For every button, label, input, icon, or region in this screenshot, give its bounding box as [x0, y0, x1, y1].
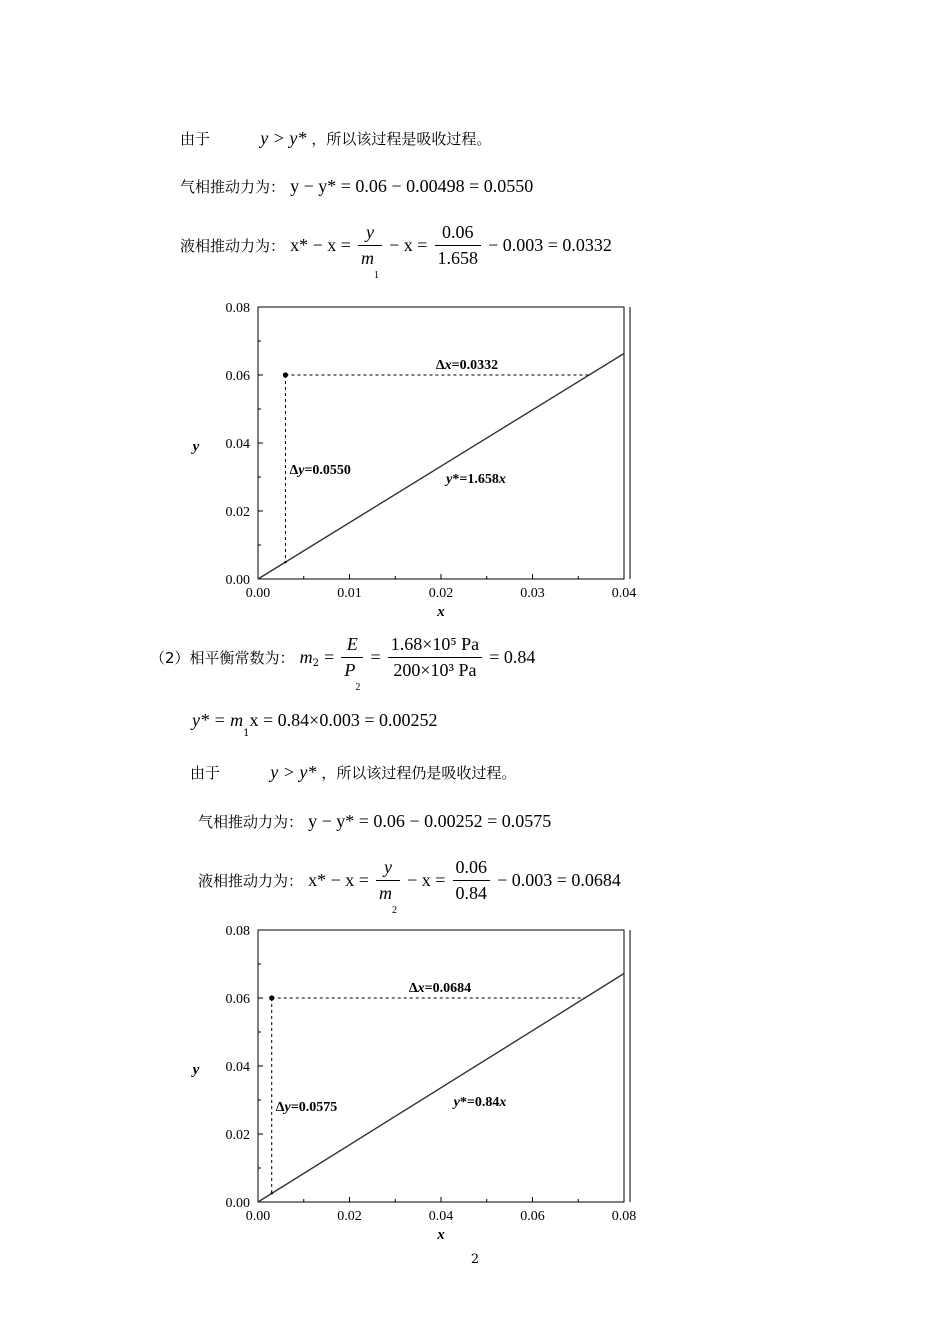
p2-m-lhs: m	[299, 647, 313, 667]
p1-gas-label: 气相推动力为：	[180, 178, 286, 196]
p2-gas-label: 气相推动力为：	[198, 813, 304, 831]
p1-liq-frac1	[358, 222, 382, 281]
line-label: y*=0.84x	[453, 1095, 507, 1110]
x-tick-label: 0.04	[611, 586, 637, 601]
operating-point	[269, 995, 274, 1000]
p1-liq-frac1-num: y	[358, 222, 382, 246]
p2-frac1-num: E	[341, 634, 363, 658]
x-axis-label: x	[437, 1227, 445, 1243]
p2-liq-lhs: x* − x =	[308, 870, 369, 890]
y-tick-label: 0.02	[225, 505, 250, 520]
p2-eq1: =	[324, 647, 335, 667]
y-tick-label: 0.04	[225, 437, 250, 452]
p1-liq-frac2-num: 0.06	[435, 222, 482, 246]
y-axis-label: y	[192, 1062, 200, 1078]
y-axis-label: y	[192, 439, 200, 455]
x-tick-label: 0.03	[520, 586, 545, 601]
equilibrium-point	[284, 561, 286, 563]
p2-liq-frac1-den-sub: 2	[392, 905, 398, 916]
x-tick-label: 0.00	[245, 1209, 271, 1224]
p2-liq-frac1-num: y	[376, 857, 400, 881]
operating-point	[283, 372, 288, 377]
x-tick-label: 0.08	[611, 1209, 637, 1224]
p2-liq-frac1-den: m	[379, 883, 393, 903]
p1-gas-line	[180, 176, 533, 197]
p2-liq-rhs: − 0.003 = 0.0684	[497, 870, 621, 890]
p1-liq-mid: − x =	[389, 235, 428, 255]
p2-prefix: （2）相平衡常数为：	[150, 649, 295, 667]
y-tick-label: 0.00	[225, 573, 250, 588]
p2-frac1-den-sub: 2	[355, 682, 361, 693]
p2-liq-frac2	[453, 857, 491, 904]
equilibrium-point	[271, 1192, 273, 1194]
x-tick-label: 0.04	[428, 1209, 454, 1224]
plot-frame	[258, 307, 624, 579]
p2-liq-frac2-num: 0.06	[453, 857, 491, 881]
p2-m-rhs: = 0.84	[489, 647, 536, 667]
p2-frac1	[341, 634, 363, 693]
p2-frac2-num: 1.68×10⁵ Pa	[388, 634, 482, 658]
x-tick-label: 0.02	[428, 586, 454, 601]
x-tick-label: 0.06	[520, 1209, 545, 1224]
plot-frame	[258, 930, 624, 1202]
p1-liq-rhs: − 0.003 = 0.0332	[488, 235, 612, 255]
p2-ystar-a: y* = m	[192, 710, 244, 730]
y-tick-label: 0.08	[225, 301, 250, 316]
p1-liq-line	[180, 222, 612, 281]
dx-label: Δx=0.0332	[435, 358, 499, 373]
p2-ystar-b: x = 0.84×0.003 = 0.00252	[249, 710, 438, 730]
p1-liq-lhs: x* − x =	[290, 235, 351, 255]
x-tick-label: 0.01	[337, 586, 362, 601]
p1-liq-frac2-den: 1.658	[437, 248, 479, 268]
y-tick-label: 0.04	[225, 1060, 250, 1075]
p1-gas-expr: y − y* = 0.06 − 0.00498 = 0.0550	[290, 176, 534, 196]
p1-liq-frac2	[435, 222, 482, 269]
equilibrium-line	[258, 974, 624, 1202]
p2-liq-frac1	[376, 857, 400, 916]
p2-since-label: 由于	[190, 764, 221, 782]
p2-eq2: =	[370, 647, 381, 667]
p2-since-line	[190, 762, 516, 783]
page-number: 2	[470, 1252, 480, 1267]
p2-gas-line	[198, 811, 551, 832]
x-tick-label: 0.02	[337, 1209, 362, 1224]
p1-since-label: 由于	[180, 130, 211, 148]
p1-since-cond: y > y*	[260, 128, 307, 148]
p1-liq-label: 液相推动力为：	[180, 237, 286, 255]
chart-1	[180, 295, 660, 625]
p2-frac2	[388, 634, 482, 681]
dy-label: Δy=0.0550	[289, 463, 351, 478]
p2-gas-expr: y − y* = 0.06 − 0.00252 = 0.0575	[308, 811, 552, 831]
p2-liq-mid: − x =	[407, 870, 446, 890]
p2-m-sub: 2	[312, 658, 320, 669]
y-tick-label: 0.06	[225, 369, 250, 384]
dy-label: Δy=0.0575	[275, 1100, 338, 1115]
p2-ystar-line	[192, 710, 438, 739]
y-tick-label: 0.02	[225, 1128, 250, 1143]
p2-frac1-den: P	[344, 660, 356, 680]
p1-liq-frac1-den-sub: 1	[374, 270, 380, 281]
dx-label: Δx=0.0684	[408, 981, 472, 996]
y-tick-label: 0.08	[225, 924, 250, 939]
p1-since-result: ，所以该过程是吸收过程。	[311, 130, 492, 148]
p2-liq-frac2-den: 0.84	[455, 883, 488, 903]
p1-liq-frac1-den: m	[361, 248, 375, 268]
y-tick-label: 0.06	[225, 992, 250, 1007]
p2-frac2-den: 200×10³ Pa	[393, 660, 477, 680]
x-tick-label: 0.00	[245, 586, 271, 601]
p2-m-line	[150, 634, 536, 693]
p2-liq-label: 液相推动力为：	[198, 872, 304, 890]
chart-2	[180, 918, 660, 1248]
y-tick-label: 0.00	[225, 1196, 250, 1211]
p1-since-line	[180, 128, 491, 149]
p2-since-result: ，所以该过程仍是吸收过程。	[321, 764, 517, 782]
p2-ystar-sub: 1	[243, 728, 250, 739]
p2-since-cond: y > y*	[270, 762, 317, 782]
p2-liq-line	[198, 857, 621, 916]
line-label: y*=1.658x	[446, 472, 506, 487]
x-axis-label: x	[437, 604, 445, 620]
